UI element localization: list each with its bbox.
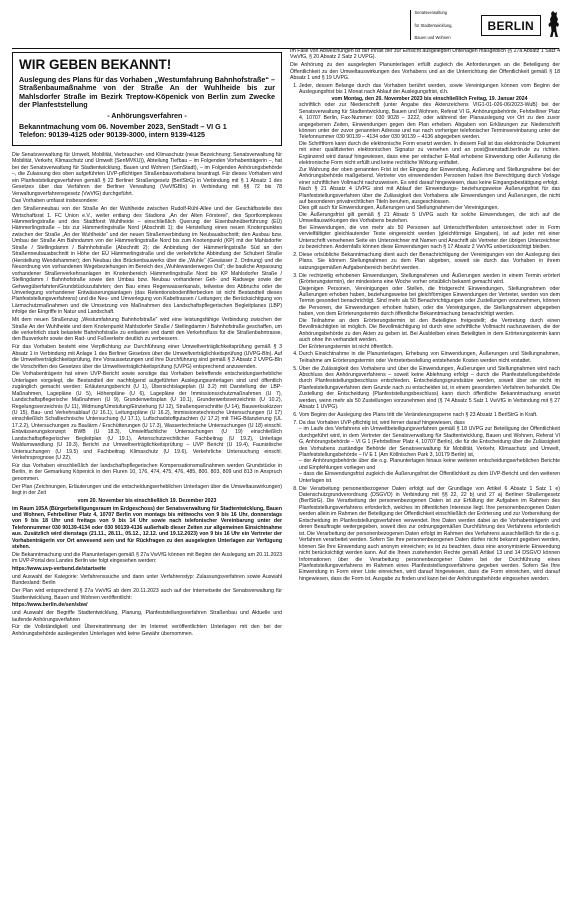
uvp-portal-link[interactable]: https://www.uvp-verbund.de/startseite xyxy=(12,566,107,573)
intro-paragraph: Die Senatsverwaltung für Umwelt, Mobilität, Verbraucher- und Klimaschutz (neue Bezeichnung: Senatsverwaltung für Mobilität, Verkehr, Klimaschutz und Umwelt (SenMVKU)), Abteilung Tiefbau – im Folgenden Vorhabenträgerin –, hat bei der Senatsverwaltung für Stadtentwicklung, Bauen und Wohnen (SenStadt), – im Folgenden Anhörungsbehörde –, die Zulassung des oben aufgeführten UVP-pflichtigen Straßenbauvorhabens beantragt. Für dieses Vorhaben wird ein Planfeststellungsverfahren gemäß § 22 Berliner Straßengesetz (BerlStrG) in Verbindung mit § 1 Absatz 1 des Gesetzes über das Verfahren der Berliner Verwaltung (VwVfGBln) in Verbindung mit §§ 72 bis 78 Verwaltungsverfahrensgesetz (VwVfG) durchgeführt. xyxy=(12,151,282,197)
procedure-label: - Anhörungsverfahren - xyxy=(107,110,187,120)
electronic-form: Die Schriftform kann durch die elektronische Form ersetzt werden. In diesem Fall ist das elektronische Dokument mit einer qualifizierten elektronischen Signatur zu versehen und an post@senstadt.berlin.de zu richten. Ergänzend wird darauf hingewiesen, dass eine per einfacher E-Mail erhobene Einwendung oder Äußerung die elektronische Form nicht erfüllt und keine rechtliche Wirkung entfaltet. xyxy=(299,140,560,167)
documents-paragraph: Die Vorhabenträgerin hat einen UVP-Bericht sowie sonstige das Vorhaben betreffende entscheidungserhebliche Unterlagen vorgelegt, die Bestandteil der nachfolgend aufgeführten Auslegungsunterlagen sind und öffentlich zugänglich gemacht werden: Erläuterungsbericht (U 1), Übersichtslageplan (U 3.2) mit Darstellung der LBP-Maßnahmen, Lagepläne (U 5), Höhenpläne (U 6), Lagepläne der Immissionsschutzmaßnahmen (U 7), Landschaftspflegerische Maßnahmen (U 9), Grunderwerbsplan (U 10.1), Grunderwerbsverzeichnis (U 10.2), Regelungsverzeichnis (U 11), Widmung/Umstufung/Einziehung (U 12), Straßenquerschnitte (U 14), Bauwerksskizzen (U 15), Bau- und Verkehrsablauf (U 16.1), Leitungspläne (U 16.2), Immissionstechnische Untersuchungen (U 17) einschließlich Schalltechnische Untersuchung (U 17.1), Luftschadstoffgutachten (U 17.2) mit THG-Bilanzierung (UL 17.2.2), Untersuchungen zu Baulärm / Erschütterungen (U 17.3), Wassertechnische Untersuchungen (U 18) einschl. Entwässerungskonzept BWB (U 18.3), Umweltfachliche Untersuchungen (U 19) einschließlich Landschaftspflegerischer Begleitplan (U 19.1), Artenschutzrechtlicher Fachbeitrag (U 19.2), Unterlage Waldumwandlung (U 19.3), Bericht zur Umweltverträglichkeitsprüfung – UVP Bericht (U 19.4), Faunistische Untersuchungen (U 19.5) und Fachbeitrag Klimaschutz (U 19.6), Verkehrliche Untersuchung einschl. Verkehrsprognose (U 22). xyxy=(12,371,282,462)
mass-objections-note: Bei Einwendungen, die von mehr als 50 Personen auf Unterschriftenlisten unterzeichnet oder in Form vervielfältigter gleichlautender Texte eingereicht werden (gleichförmige Eingaben), ist auf jeder mit einer Unterschrift versehenen Seite ein Unterzeichner mit Namen und Anschrift als Vertreter der übrigen Unterzeichner zu bezeichnen. Andernfalls können diese Einwendungen nach § 17 Absatz 2 VwVfG unberücksichtigt bleiben. xyxy=(299,224,560,251)
website-navigation: und Auswahl der Begriffe Stadtentwicklung, Planung, Planfeststellungsverfahren Straßenbau und Aktuelle und laufende Anhörungsverfahren xyxy=(12,610,282,623)
objection-address: schriftlich oder zur Niederschrift (unter Angabe des Aktenzeichens VIG1-01-026-06/2023-WuB) bei der Senatsverwaltung für Stadtentwicklung, Bauen und Wohnen, Referat VI G, Anhörungsbehörde, Fehrbelliner Platz 4, 10707 Berlin, Fax-Nummer: 030 9028 – 3222, oder während der Planauslegung vor Ort zu den zuvor angegebenen Zeiten, Einwendungen gegen den Plan erheben. Abgaben von Erklärungen zur Niederschrift können unter der zuvor genannten Adresse und nur nach vorheriger telefonischer Terminvereinbarung unter der Telefonnummer 030 90139 – 4134 oder 030 90139 – 4136 abgegeben werden. xyxy=(299,102,560,141)
objection-period: vom Montag, den 20. November 2023 bis einschließlich Freitag, 19. Januar 2024 xyxy=(331,95,528,102)
participation-paragraph: Die Anhörung zu den ausgelegten Planunterlagen erfüllt zugleich die Anforderungen an die Beteiligung der Öffentlichkeit zu den Umweltauswirkungen des Vorhabens und an die Unterrichtung der Öffentlichkeit gemäß § 18 Absatz 1 und § 19 UVPG. xyxy=(290,62,560,82)
announcement-date: Bekanntmachung vom 06. November 2023, SenStadt – VI G 1 xyxy=(19,122,227,132)
page-title: WIR GEBEN BEKANNT! xyxy=(19,57,172,72)
deadline-note: Zur Wahrung der oben genannten Frist ist der Eingang der Einwendung, Äußerung und Stellungnahme bei der Anhörungsbehörde maßgebend. Vertreter von einwendenden Personen haben ihre Berechtigung durch Vorlage einer schriftlichen Vollmacht nachzuweisen. Es wird darauf hingewiesen, dass keine Eingangsbestätigung erfolgt. xyxy=(299,166,560,186)
title-box xyxy=(12,52,282,146)
list-item xyxy=(299,83,560,251)
right-column xyxy=(290,48,560,916)
portal-paragraph: Die Bekanntmachung und die Planunterlagen gemäß § 27a VwVfG können mit Beginn der Auslegung am 20.11.2023 im UVP-Portal des Landes Berlin wie folgt eingesehen werden: xyxy=(12,552,282,565)
list-item xyxy=(299,273,560,350)
uvp-notice-deadline: – dass die Einwendungsfrist zugleich die Äußerungsfrist der Öffentlichkeit zu dem UVP-Bericht und den weiteren Unterlagen ist. xyxy=(299,471,560,484)
list-item: 5. Über die Zulässigkeit des Vorhabens und über die Einwendungen, Äußerungen und Stellungnahmen wird nach Abschluss des Anhörungsverfahrens – soweit keine Ablehnung erfolgt – durch die Planfeststellungsbehörde durch Planfeststellungsbeschluss entschieden. Entscheidungsgrundsätze werden, soweit über sie nicht im Planfeststellungsverfahren dem Grunde nach zu entscheiden ist, in einem gesonderten Verfahren behandelt. Die Zustellung der Entscheidung (Planfeststellungsbeschluss) kann durch öffentliche Bekanntmachung ersetzt werden, wenn mehr als 50 Zustellungen vorzunehmen sind (§ 74 Absatz 5 Satz 1 VwVfG in Verbindung mit § 27 Absatz 1 UVPG). xyxy=(299,366,560,411)
deviation-paragraph: Im Falle von Abweichungen ist der Inhalt der zur Einsicht ausgelegten Unterlagen maßgeblich (§ 27a Absatz 1 Satz 4 VwVfG, § 20 Absatz 2 Satz 2 UVPG). xyxy=(290,48,560,61)
scope-description: den Straßenneubau von der Straße An der Wuhlheide zwischen Rudolf-Rühl-Allee und der Geschäftsstelle des Wirtschaftsrat 1. FC Union e.V., weiter entlang des Stadions „An der Alten Försterei“, des Sportkomplexes Hämmerlingstraße und des Stadtforst Wuhlheide – einschließlich Querung der Eisenbahnüberführung (EÜ) Hämmerlingstraße – bis zur Hämmerlingstraße Nord (Abschnitt 1); die Herstellung eines neuen Knotenpunktes zwischen der Straße „An der Wuhlheide“ und der neuen Straßenverbindung im Neubauabschnitt; den Ausbau bzw. Umbau der Straße Am Bahndamm von der Hämmerlingstraße Nord bis zum Knotenpunkt (KP) mit der Mahlsdorfer Straße / Stellingdamm / Bahnhofstraße (Abschnitt 2); die Anbindung der Hämmerlingstraße Süd an den Straßenneubauabschnitt in Höhe der EÜ Hämmerlingstraße und die verkehrliche Abbindung der Schubert Straße (Herstellung Wendehammer); den Neubau des Brückenbauwerks über die „Wuhle“ (Gewässer 2. Ordnung) und die Neuordnung von vorhandenen Wegebeziehungen im Bereich des „Wuhlewanderweges Ost“; die bauliche Anpassung vorhandener Straßenverkehrsanlagen im Knotenbereich Hämmerlingstraße Nord bis KP Mahlsdorfer Straße / Stellingdamm / Bahnhofstraße sowie den Umbau bzw. Neubau vorhandener Geh- und Radwege sowie der Gehwegüberfahrten/Grundstückszufahrten; den Bau eines Regenwasserkanals, teilweise des Abbruchs oder die Umverlegung vorhandener Entwässerungsanlagen (das Retentionsbodenfilterbecken ist nicht Bestandteil dieses Planfeststellungsverfahrens) und die Neu- und Umverlegung von Kabeltrassen / Leitungen; die Berücksichtigung von Lärmschutzmaßnahmen und die Umsetzung von Maßnahmen des Landschaftspflegerischen Begleitplanes (LBP) infolge der Eingriffe in Natur und Landschaft. xyxy=(12,206,282,316)
website-paragraph: Der Plan wird entsprechend § 27a VwVfG ab dem 20.11.2023 auch auf der Internetseite der Senatsverwaltung für Stadtentwicklung, Bauen und Wohnen veröffentlicht: xyxy=(12,588,282,601)
phone-line: Telefon: 90139-4125 oder 90139-3000, intern 9139-4125 xyxy=(19,130,206,140)
hearing-notification: Diejenigen Personen, Vereinigungen oder Stellen, die fristgerecht Einwendungen, Stellungnahmen oder Äußerungen erhoben haben, beziehungsweise bei gleichförmigen Einwendungen der Vertreter, werden von dem Termin gesondert benachrichtigt. Sind mehr als 50 Benachrichtigungen oder Zustellungen vorzunehmen, können die Personen, die Einwendungen erhoben haben, oder die Vereinigungen, die Stellungnahmen abgegeben haben, von dem Erörterungstermin durch öffentliche Bekanntmachung benachrichtigt werden. xyxy=(299,285,560,318)
notice-subtitle: Auslegung des Plans für das Vorhaben „Westumfahrung Bahnhofstraße“ – Straßenbaumaßnahme von der Straße An der Wuhlheide bis zur Mahlsdorfer Straße im Bezirk Treptow-Köpenick von Berlin zum Zwecke der Planfeststellung xyxy=(19,75,275,110)
scope-intro: Das Vorhaben umfasst insbesondere: xyxy=(12,198,99,205)
berlin-logo-header xyxy=(410,8,561,42)
portal-navigation: und Auswahl der Kategorie: Verfahrenssuche und dann unter Verfahrenstyp: Zulassungsverfahren sowie Auswahl Bundesland: Berlin xyxy=(12,573,282,587)
list-item: 8. Die Verarbeitung personenbezogener Daten erfolgt auf der Grundlage von Artikel 6 Absatz 1 Satz 1 e) Datenschutzgrundverordnung (DSGVO) in Verbindung mit §§ 22, 22 b) und 27 a) Berliner Straßengesetz (BerlStrG). Die Verarbeitung der personenbezogenen Daten ist zur Erfüllung der Aufgaben im Rahmen des Planfeststellungsverfahrens erforderlich, welches im öffentlichen Interesse liegt. Ihre personenbezogenen Daten werden allein im Rahmen der Beteiligung der Öffentlichkeit einschließlich der Erörterung und zur Vorbereitung der Entscheidung im Planfeststellungsverfahren verwendet. Ihre Daten werden dabei an die Vorhabenträgerin und deren Beauftragte weitergegeben, soweit dies zur ordnungsgemäßen Durchführung des Verfahrens erforderlich ist. Die Verarbeitung der personenbezogenen Daten erfolgt im Rahmen des Verfahrens ausschließlich für die o.g. Verfahren verarbeitet werden. Sofern Sie Ihre personenbezogenen Daten dürfen nicht bekannt gegeben werden, können Sie Ihre Einwendung auch anonym einreichen; es ist zu beachten, dass eine anonymisierte Einwendung nicht berücksichtigt werden kann. Auf die Ihnen zustehenden Rechte gemäß Artikel 13 und 14 DSGVO können Informationen über die Verarbeitung personenbezogener Daten bei der Durchführung eines Planfeststellungsverfahrens im Rahmen eines Planfeststellungsverfahrens gegeben werden. Sofern Sie Ihre Einwendung in Form einer Liste einreichen, wird darauf hingewiesen, dass die Form einreichen, wird darauf hingewiesen, dass die Form ist. Ausgabe zu finden und kann bei der Anhörungsbehörde eingesehen werden. xyxy=(299,486,560,583)
berlin-bear-icon xyxy=(547,10,561,40)
list-item xyxy=(299,420,560,485)
location-paragraph: im Raum 105A (Bürgerbeteiligungsraum im Erdgeschoss) der Senatsverwaltung für Stadtentwicklung, Bauen und Wohnen, Fehrbelliner Platz 4, 10707 Berlin von montags bis mittwochs von 9 bis 16 Uhr, donnerstags von 9 bis 18 Uhr und freitags von 9 bis 14 Uhr sowie nach telefonischer Vereinbarung unter der Telefonnummer 030 90139-4134 oder 030 90139-4136 außerhalb dieser Zeiten zur allgemeinen Einsichtnahme aus. Zusätzlich wird dienstags (21.11., 28.11., 05.12., 12.12. und 19.12.2023) von 9 bis 16 Uhr ein Vertreter der Vorhabenträgerin vor Ort anwesend sein und für Rückfragen zu den ausgelegten Unterlagen zur Verfügung stehen. xyxy=(12,505,282,551)
disclaimer-paragraph: Für die Vollständigkeit und Übereinstimmung der im Internet veröffentlichten Unterlagen mit den bei der Anhörungsbehörde ausliegenden Unterlagen wird keine Gewähr übernommen. xyxy=(12,624,282,637)
display-paragraph: Der Plan (Zeichnungen, Erläuterungen und die entscheidungserheblichen Unterlagen über die Umweltauswirkungen) liegt in der Zeit xyxy=(12,483,282,497)
list-item: 6. Vom Beginn der Auslegung des Plans tritt die Veränderungssperre nach § 23 Absatz 1 BerlStrG in Kraft. xyxy=(299,412,560,418)
purpose-paragraph: Mit dem neuen Straßenzug „Westumfahrung Bahnhofstraße“ wird eine leistungsfähige Verbindung zwischen der Straße An der Wuhlheide und dem Knotenpunkt Mahlsdorfer Straße / Stellingdamm / Bahnhofstraße geschaffen, um die verkehrlich stark belastete Bahnhofstraße zu entlasten und damit den Verkehrsfluss für die Straßenbahntrasse, den Busverkehr sowie den Rad- und Fußverkehr deutlich zu verbessern. xyxy=(12,317,282,343)
associations-note: Dies gilt auch für Einwendungen, Äußerungen und Stellungnahmen der Vereinigungen. xyxy=(299,205,499,212)
display-dates: vom 20. November bis einschließlich 19. Dezember 2023 xyxy=(77,497,217,504)
parcels-paragraph: Für das Vorhaben einschließlich der landschaftspflegerischen Kompensationsmaßnahmen werden Grundstücke in Berlin, in der Gemarkung Köpenick in den Fluren 10, 176, 474, 475, 476, 485, 800, 803, 809 und 813 in Anspruch genommen. xyxy=(12,462,282,482)
senate-website-link[interactable]: https://www.berlin.de/sen/sbw/ xyxy=(12,602,88,609)
department-name xyxy=(410,10,475,40)
uvp-notice-authorities: – im Laufe des Verfahrens ein Umweltbeteiligungsverfahren gemäß § 18 UVPG zur Beteiligung der Öffentlichkeit durchgeführt wird, in dem Vertreter der Senatsverwaltung für Stadtentwicklung, Bauen und Wohnen, Referat VI G, Anhörungsbehörde – VI G 1 (Fehrbelliner Platz 4, 10707 Berlin), die für die Entscheidung über die Zulässigkeit des Vorhabens zuständige Behörde der Senatsverwaltung für Mobilität, Verkehr, Klimaschutz und Umwelt, Planfeststellungsbehörde – IV E 1 (Am Köllnischen Park 3, 10179 Berlin) ist, xyxy=(299,426,560,459)
berlin-wordmark: BERLIN xyxy=(481,15,541,36)
list-item: 2. Diese ortsübliche Bekanntmachung dient auch der Benachrichtigung der Vereinigungen von der Auslegung des Plans. Sie können Stellungnahmen zu dem Plan abgeben, soweit sie durch das Vorhaben in ihrem satzungsgemäßen Aufgabenbereich berührt werden. xyxy=(299,252,560,271)
objection-intro: Jeder, dessen Belange durch das Vorhaben berührt werden, sowie Vereinigungen können vom Beginn der Auslegungsfrist bis 1 Monat nach Ablauf der Auslegungsfrist, d.h. xyxy=(299,82,560,96)
preclusion-note: Nach § 21 Absatz 4 UVPG sind mit Ablauf der Einwendungs- beziehungsweise Äußerungsfrist für das Planfeststellungsverfahren über die Zulässigkeit des Vorhabens alle Einwendungen und Äußerungen, die nicht auf besonderen privatrechtlichen Titeln beruhen, ausgeschlossen. xyxy=(299,186,560,206)
uvp-notice-intro: Da das Vorhaben UVP-pflichtig ist, wird ferner darauf hingewiesen, dass xyxy=(299,419,465,426)
statement-period-note: Die Äußerungsfrist gilt gemäß § 21 Absatz 5 UVPG auch für solche Einwendungen, die sich auf die Umweltauswirkungen des Vorhabens beziehen. xyxy=(299,211,560,225)
uvp-paragraph: Für das Vorhaben besteht eine Verpflichtung zur Durchführung einer Umweltverträglichkeitsprüfung gemäß § 3 Absatz 1 in Verbindung mit Anlage 1 des Berliner Gesetzes über die Umweltverträglichkeitsprüfung (UVPG-Bln). Auf die Umweltverträglichkeitsprüfung, ihre Voraussetzungen und ihre Durchführung sind gemäß § 3 Absatz 2 UVPG-Bln die Vorschriften des Gesetzes über die Umweltverträglichkeitsprüfung (UVPG) entsprechend anzuwenden. xyxy=(12,344,282,370)
list-item: 4. Durch Einsichtnahme in die Planunterlagen, Erhebung von Einwendungen, Äußerungen und Stellungnahmen, Teilnahme am Erörterungstermin oder Vertreterbestellung entstehende Kosten werden nicht erstattet. xyxy=(299,351,560,364)
department-line-3: Bauen und Wohnen xyxy=(414,35,451,40)
hearing-representation: Die Teilnahme an dem Erörterungstermin ist den Beteiligten freigestellt; die Vertretung durch einen Bevollmächtigten ist möglich. Die Bevollmächtigung ist durch eine schriftliche Vollmacht nachzuweisen, die der Anhörungsbehörde zu den Akten zu geben ist. Bei Ausbleiben eines Beteiligten in dem Erörterungstermin kann auch ohne ihn verhandelt werden. xyxy=(299,317,560,344)
left-column xyxy=(12,52,282,916)
department-line-2: für Stadtentwicklung, xyxy=(414,22,453,28)
hearing-intro: Die rechtzeitig erhobenen Einwendungen, Stellungnahmen und Äußerungen werden in einem Termin erörtert (Erörterungstermin), der mindestens eine Woche vorher ortsüblich bekannt gemacht wird. xyxy=(299,272,560,286)
uvp-notice-documents: – der Anhörungsbehörde über die o.g. Planunterlagen hinaus keine weiteren entscheidungserheblichen Berichte und Empfehlungen vorliegen und xyxy=(299,458,560,471)
hearing-not-public: Der Erörterungstermin ist nicht öffentlich. xyxy=(299,343,393,350)
department-line-1: Senatsverwaltung xyxy=(414,10,448,15)
